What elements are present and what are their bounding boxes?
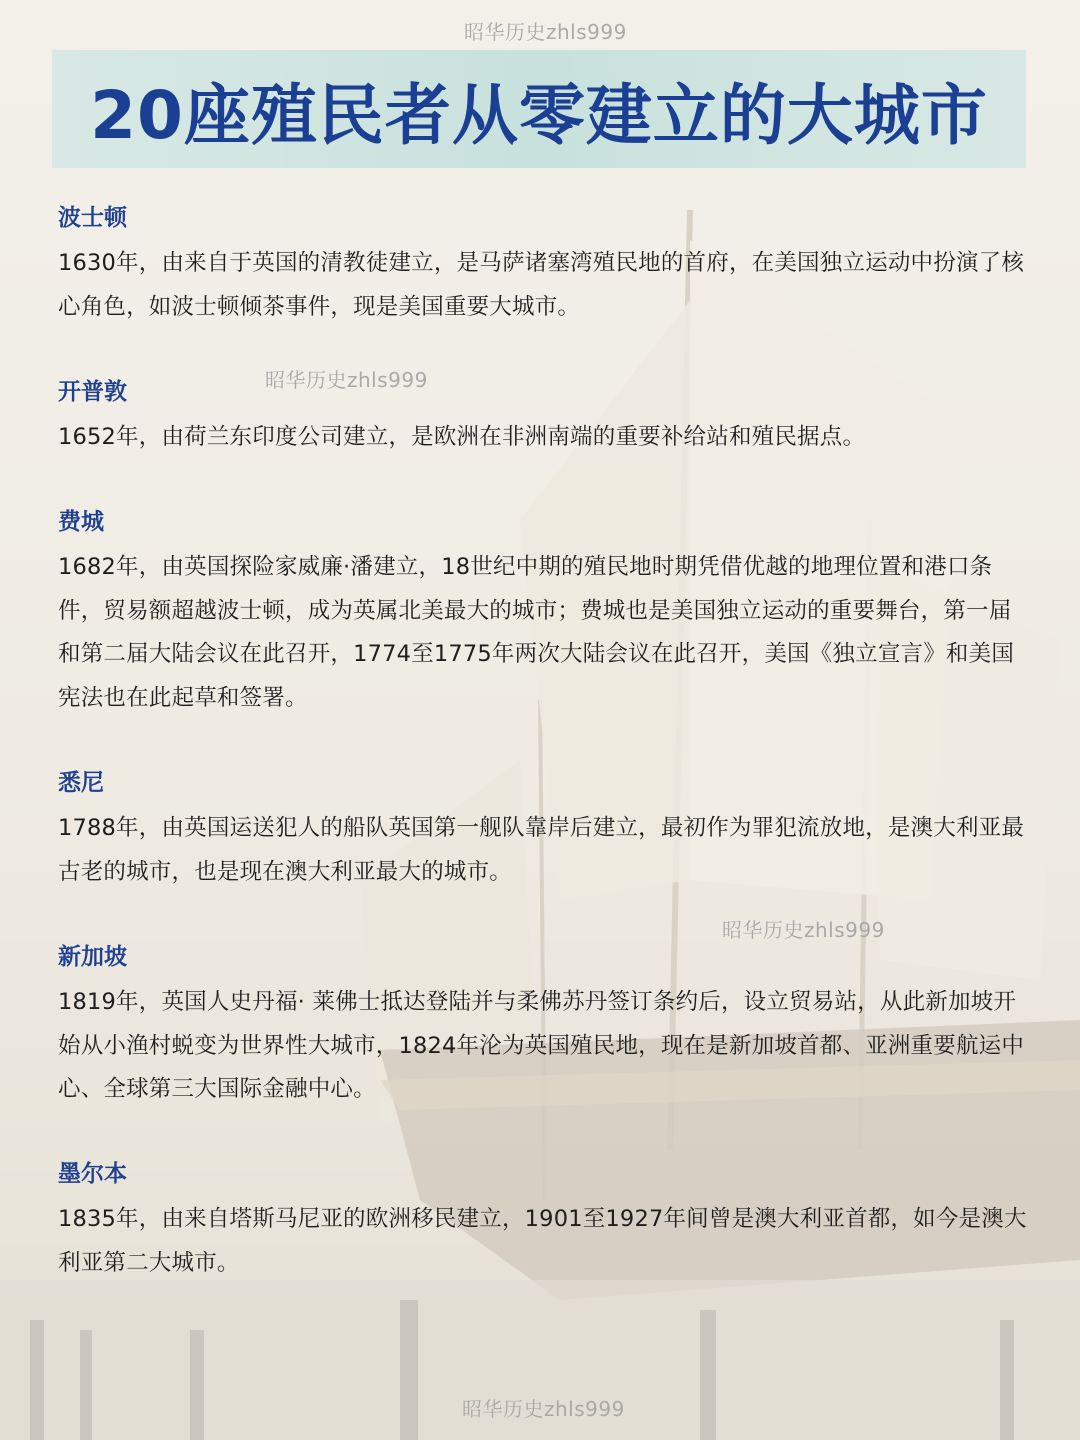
city-description: 1630年，由来自于英国的清教徒建立，是马萨诸塞湾殖民地的首府，在美国独立运动中扮演了核心角色，如波士顿倾茶事件，现是美国重要大城市。 xyxy=(58,250,1025,320)
watermark-middle-left: 昭华历史zhls999 xyxy=(265,368,428,392)
city-heading: 波士顿 xyxy=(58,205,127,231)
city-description: 1835年，由来自塔斯马尼亚的欧洲移民建立，1901至1927年间曾是澳大利亚首都，如今是澳大利亚第二大城市。 xyxy=(58,1206,1027,1276)
city-heading: 悉尼 xyxy=(58,770,104,796)
city-section-melbourne xyxy=(58,1158,1030,1285)
watermark-top: 昭华历史zhls999 xyxy=(464,20,627,44)
city-description: 1682年，由英国探险家威廉·潘建立，18世纪中期的殖民地时期凭借优越的地理位置和港口条件，贸易额超越波士顿，成为英属北美最大的城市；费城也是美国独立运动的重要舞台，第一届和第二届大陆会议在此召开，1774至1775年两次大陆会议在此召开，美国《独立宣言》和美国宪法也在此起草和签署。 xyxy=(58,554,1015,711)
watermark-middle-right: 昭华历史zhls999 xyxy=(722,918,885,942)
city-section-singapore xyxy=(58,941,1030,1112)
city-description: 1788年，由英国运送犯人的船队英国第一舰队靠岸后建立，最初作为罪犯流放地，是澳大利亚最古老的城市，也是现在澳大利亚最大的城市。 xyxy=(58,815,1025,885)
watermark-bottom: 昭华历史zhls999 xyxy=(462,1397,625,1421)
title-banner xyxy=(52,50,1026,168)
city-heading: 墨尔本 xyxy=(58,1161,127,1187)
city-description: 1819年，英国人史丹福· 莱佛士抵达登陆并与柔佛苏丹签订条约后，设立贸易站，从此新加坡开始从小渔村蜕变为世界性大城市，1824年沦为英国殖民地，现在是新加坡首都、亚洲重要航运中心、全球第三大国际金融中心。 xyxy=(58,989,1025,1102)
city-section-cape-town xyxy=(58,376,1030,460)
city-heading: 费城 xyxy=(58,509,104,535)
city-section-philadelphia xyxy=(58,506,1030,720)
city-section-sydney xyxy=(58,767,1030,894)
city-description: 1652年，由荷兰东印度公司建立，是欧洲在非洲南端的重要补给站和殖民据点。 xyxy=(58,424,866,450)
city-section-boston xyxy=(58,202,1030,329)
city-heading: 新加坡 xyxy=(58,944,127,970)
page-title: 20座殖民者从零建立的大城市 xyxy=(90,76,988,154)
city-heading: 开普敦 xyxy=(58,379,127,405)
